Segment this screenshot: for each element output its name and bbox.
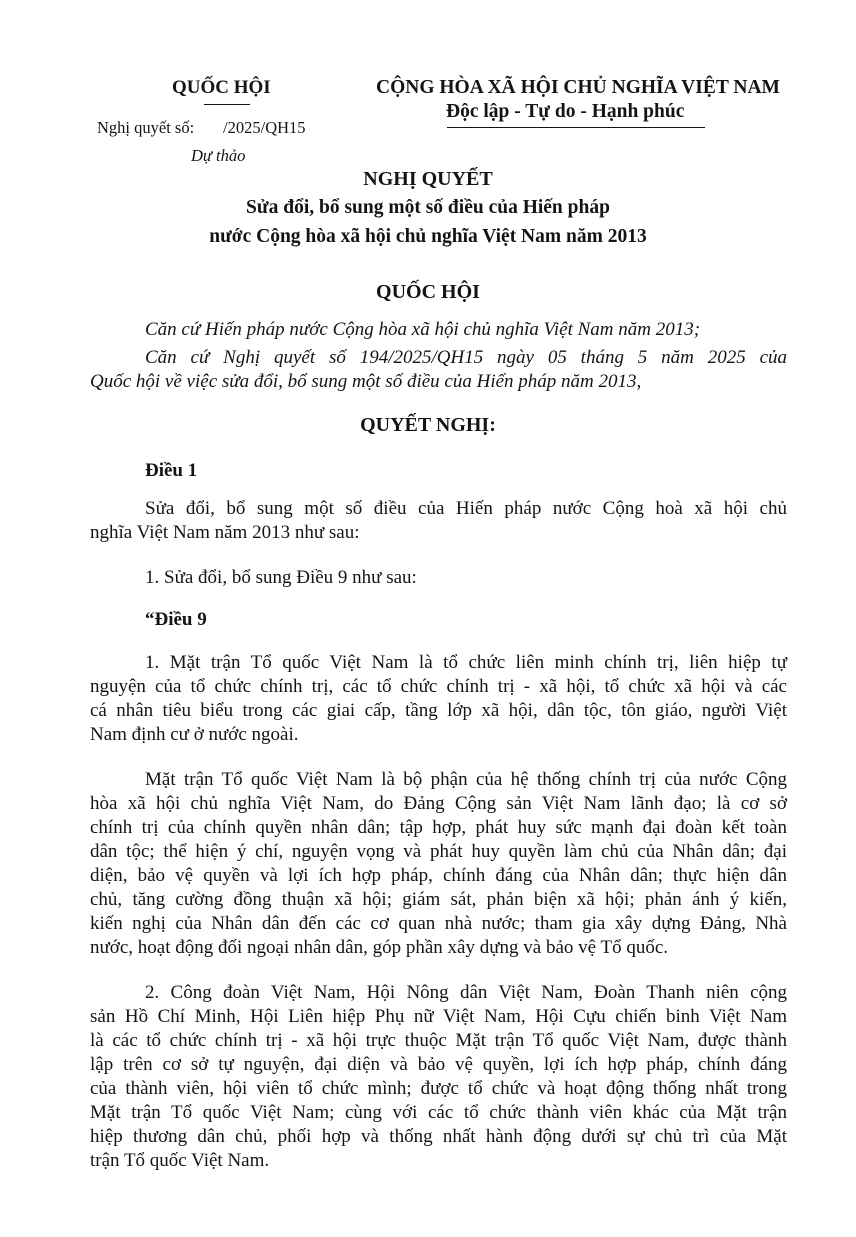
- document-title-line-1: Sửa đổi, bổ sung một số điều của Hiến pháp: [246, 197, 610, 218]
- article-9-p3-line: sản Hồ Chí Minh, Hội Liên hiệp Phụ nữ Việt Nam, Hội Cựu chiến binh Việt Nam: [90, 1006, 787, 1027]
- resolution-number: Nghị quyết số: /2025/QH15: [97, 118, 306, 137]
- country-name: CỘNG HÒA XÃ HỘI CHỦ NGHĨA VIỆT NAM: [376, 77, 780, 98]
- article-1-intro-a: Sửa đổi, bổ sung một số điều của Hiến pháp nước Cộng hoà xã hội chủ: [145, 498, 787, 519]
- article-9-p3-line: của thành viên, hội viên tổ chức mình; được tổ chức và hoạt động thống nhất trong: [90, 1078, 787, 1099]
- article-9-p2-line: nước, hoạt động đối ngoại nhân dân, góp phần xây dựng và bảo vệ Tổ quốc.: [90, 937, 669, 958]
- article-9-heading: “Điều 9: [145, 609, 207, 630]
- issuing-authority: QUỐC HỘI: [172, 77, 271, 98]
- legal-basis-1: Căn cứ Hiến pháp nước Cộng hòa xã hội chủ nghĩa Việt Nam năm 2013;: [145, 319, 701, 340]
- authority-underline: [204, 104, 250, 105]
- article-9-p1-line: nguyện của tổ chức chính trị, các tổ chức chính trị - xã hội, tổ chức xã hội và các: [90, 676, 787, 697]
- issuer-heading: QUỐC HỘI: [376, 281, 480, 303]
- document-type: NGHỊ QUYẾT: [363, 168, 493, 190]
- article-9-p2-line: diện, bảo vệ quyền và lợi ích hợp pháp, chính đáng của Nhân dân; thực hiện dân: [90, 865, 787, 886]
- article-9-p1-line: cá nhân tiêu biểu trong các giai cấp, tầng lớp xã hội, dân tộc, tôn giáo, người Việt: [90, 700, 787, 721]
- article-9-p2-line: Mặt trận Tổ quốc Việt Nam là bộ phận của hệ thống chính trị của nước Cộng: [145, 769, 787, 790]
- article-9-p2-line: chủ, tăng cường đồng thuận xã hội; giám sát, phản biện xã hội; phản ánh ý kiến,: [90, 889, 787, 910]
- article-9-p3-line: lập trên cơ sở tự nguyện, đại diện và bảo vệ quyền, lợi ích hợp pháp, chính đáng: [90, 1054, 787, 1075]
- legal-basis-2b: Quốc hội về việc sửa đổi, bổ sung một số điều của Hiến pháp năm 2013,: [90, 371, 642, 392]
- article-1-intro-b: nghĩa Việt Nam năm 2013 như sau:: [90, 522, 360, 543]
- article-9-p1-line: 1. Mặt trận Tổ quốc Việt Nam là tổ chức liên minh chính trị, liên hiệp tự: [145, 652, 787, 673]
- national-motto: Độc lập - Tự do - Hạnh phúc: [446, 101, 685, 122]
- legal-basis-2a: Căn cứ Nghị quyết số 194/2025/QH15 ngày 05 tháng 5 năm 2025 của: [145, 347, 787, 368]
- document-title-line-2: nước Cộng hòa xã hội chủ nghĩa Việt Nam năm 2013: [209, 226, 647, 247]
- article-9-p3-line: 2. Công đoàn Việt Nam, Hội Nông dân Việt Nam, Đoàn Thanh niên cộng: [145, 982, 787, 1003]
- article-9-p2-line: kiến nghị của Nhân dân đến các cơ quan nhà nước; tham gia xây dựng Đảng, Nhà: [90, 913, 787, 934]
- decision-heading: QUYẾT NGHỊ:: [360, 414, 496, 436]
- article-9-p1-line: Nam định cư ở nước ngoài.: [90, 724, 299, 745]
- article-9-p2-line: chính trị của chính quyền nhân dân; tập hợp, phát huy sức mạnh đại đoàn kết toàn: [90, 817, 787, 838]
- article-9-p3-line: Mặt trận Tổ quốc Việt Nam; cùng với các tổ chức thành viên khác của Mặt trận: [90, 1102, 787, 1123]
- article-9-p2-line: hòa xã hội chủ nghĩa Việt Nam, do Đảng Cộng sản Việt Nam lãnh đạo; là cơ sở: [90, 793, 787, 814]
- article-1-item-1: 1. Sửa đổi, bổ sung Điều 9 như sau:: [145, 567, 417, 588]
- article-9-p3-line: trận Tổ quốc Việt Nam.: [90, 1150, 270, 1171]
- draft-label: Dự thảo: [191, 146, 246, 165]
- motto-underline: [447, 127, 705, 128]
- article-1-heading: Điều 1: [145, 460, 198, 481]
- article-9-p3-line: hiệp thương dân chủ, phối hợp và thống nhất hành động dưới sự chủ trì của Mặt: [90, 1126, 787, 1147]
- article-9-p3-line: là các tổ chức chính trị - xã hội trực thuộc Mặt trận Tổ quốc Việt Nam, được thành: [90, 1030, 787, 1051]
- article-9-p2-line: dân tộc; thể hiện ý chí, nguyện vọng và phát huy quyền làm chủ của Nhân dân; đại: [90, 841, 787, 862]
